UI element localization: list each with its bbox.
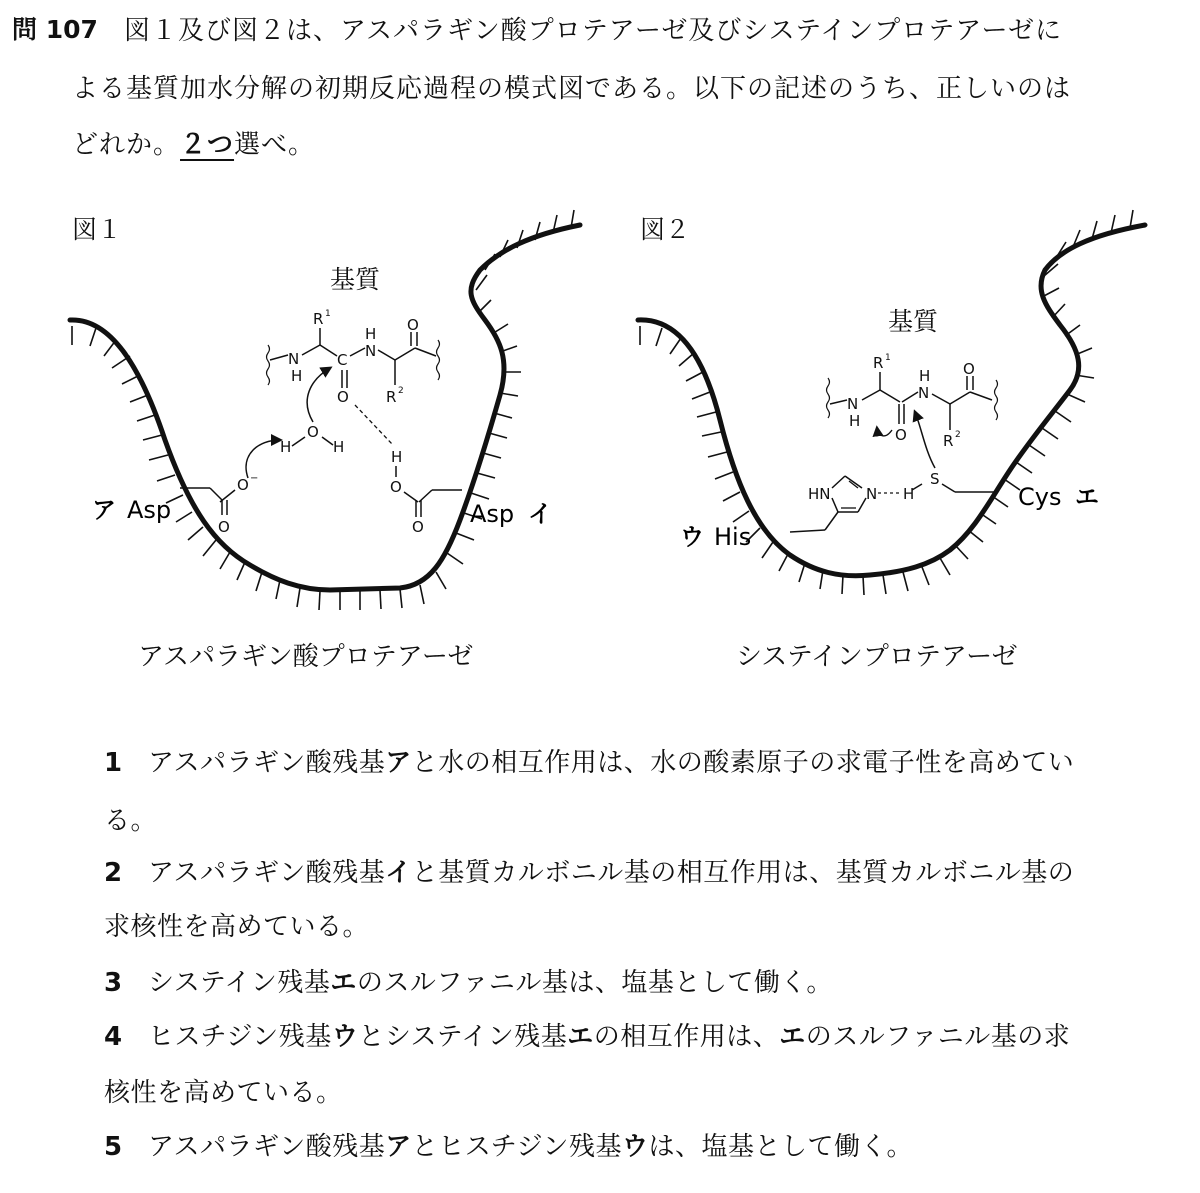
asp-i-O2: O (412, 518, 424, 536)
option-4-text-c: の相互作用は、 (593, 1022, 780, 1052)
residue-a-name: Asp (127, 496, 172, 524)
option-1[interactable] (104, 742, 1074, 779)
option-5-number: 5 (104, 1132, 123, 1162)
emphasis-two: ２つ (180, 130, 235, 160)
figure1-O2: O (407, 316, 419, 334)
question-number: 問 107 (12, 15, 98, 44)
option-5-text-c: は、塩基として働く。 (648, 1132, 914, 1162)
figure1-label: 図１ (72, 215, 123, 244)
figure2-R2-sup: 2 (955, 430, 961, 440)
figure1-NH2-H: H (365, 325, 377, 343)
residue-u-letter: ウ (680, 523, 704, 551)
option-4-text-d: のスルファニル基の求 (805, 1022, 1071, 1052)
figure2-R2: R (943, 432, 954, 450)
residue-i-letter: イ (528, 500, 552, 528)
figure2-caption: システインプロテアーゼ (736, 642, 1018, 672)
option-4-number: 4 (104, 1022, 123, 1052)
option-2-residue: イ (385, 858, 412, 888)
figure2-NH2-H: H (919, 367, 931, 385)
option-2[interactable] (104, 852, 1074, 889)
figure1-R2: R (386, 388, 397, 406)
question-text-line3-post: 選べ。 (234, 130, 316, 160)
cys-S: S (930, 470, 940, 488)
figure2-substrate (790, 307, 998, 532)
option-4-text-a: ヒスチジン残基 (148, 1022, 332, 1052)
figure2-N2: N (918, 384, 930, 402)
option-3[interactable] (104, 962, 833, 999)
figure1-N1: N (288, 350, 300, 368)
figure2-N1: N (847, 395, 859, 413)
water-O: O (307, 423, 319, 441)
option-5-residue-u: ウ (622, 1132, 649, 1162)
option-4-continuation: 核性を高めている。 (104, 1078, 343, 1108)
figure2-R1: R (873, 354, 884, 372)
figure1-R2-sup: 2 (398, 386, 404, 396)
figure1-carbonyl-O: O (337, 388, 349, 406)
option-5[interactable] (104, 1126, 913, 1163)
option-2-continuation: 求核性を高めている。 (104, 912, 370, 942)
question-text-line1: 図１及び図２は、アスパラギン酸プロテアーゼ及びシステインプロテアーゼに (124, 16, 1062, 46)
option-1-residue: ア (385, 748, 412, 778)
his-HN: HN (808, 485, 831, 503)
cys-SH-H: H (903, 485, 915, 503)
asp-i-H: H (391, 448, 403, 466)
figure2-substrate-label: 基質 (888, 307, 939, 336)
figure1-pocket (70, 210, 580, 610)
option-4-residue-e2: エ (779, 1022, 806, 1052)
option-5-text-a: アスパラギン酸残基 (148, 1132, 386, 1162)
figure1-hatching (72, 210, 574, 610)
asp-a-O1: O (237, 476, 249, 494)
option-1-number: 1 (104, 748, 123, 778)
figure2-carbonyl-O: O (895, 426, 907, 444)
option-4[interactable] (104, 1016, 1070, 1053)
residue-u-name: His (714, 523, 752, 551)
figure2-O2: O (963, 360, 975, 378)
water-H1: H (280, 438, 292, 456)
option-3-text-b: のスルファニル基は、塩基として働く。 (356, 968, 833, 998)
figure1-C: C (337, 351, 348, 369)
option-4-residue-e: エ (567, 1022, 594, 1052)
option-4-text-b: とシステイン残基 (358, 1022, 568, 1052)
figure1-caption: アスパラギン酸プロテアーゼ (138, 642, 474, 672)
figure1-R1: R (313, 310, 324, 328)
residue-i-name: Asp (470, 500, 515, 528)
figure2-label: 図２ (640, 215, 691, 244)
option-5-text-b: とヒスチジン残基 (411, 1132, 623, 1162)
figure1-substrate (180, 265, 462, 536)
option-2-text-b: と基質カルボニル基の相互作用は、基質カルボニル基の (411, 858, 1075, 888)
residue-a-letter: ア (92, 496, 116, 524)
option-3-text-a: システイン残基 (148, 968, 331, 998)
figure2-R1-sup: 1 (885, 353, 891, 363)
asp-i-O1: O (390, 478, 402, 496)
option-1-text-b: と水の相互作用は、水の酸素原子の求電子性を高めてい (411, 748, 1075, 778)
option-3-number: 3 (104, 968, 123, 998)
question-text-line2: よる基質加水分解の初期反応過程の模式図である。以下の記述のうち、正しいのは (72, 74, 1072, 104)
figure1-substrate-label: 基質 (330, 265, 381, 294)
option-3-residue: エ (330, 968, 357, 998)
figure1-NH1-H: H (291, 367, 303, 385)
asp-a-O2: O (218, 518, 230, 536)
option-5-residue-a: ア (385, 1132, 412, 1162)
asp-a-charge: − (250, 473, 259, 484)
question-text-line3-pre: どれか。 (72, 130, 181, 160)
option-4-residue-u: ウ (331, 1022, 359, 1052)
figure2-NH1-H: H (849, 412, 861, 430)
his-N: N (866, 485, 878, 503)
residue-e-name: Cys (1018, 483, 1062, 511)
option-1-text-a: アスパラギン酸残基 (148, 748, 386, 778)
option-2-text-a: アスパラギン酸残基 (148, 858, 386, 888)
figure1-R1-sup: 1 (325, 309, 331, 319)
residue-e-letter: エ (1075, 483, 1099, 511)
option-1-continuation: る。 (104, 806, 158, 836)
water-H2: H (333, 438, 345, 456)
figure1-N2: N (365, 342, 377, 360)
option-2-number: 2 (104, 858, 123, 888)
